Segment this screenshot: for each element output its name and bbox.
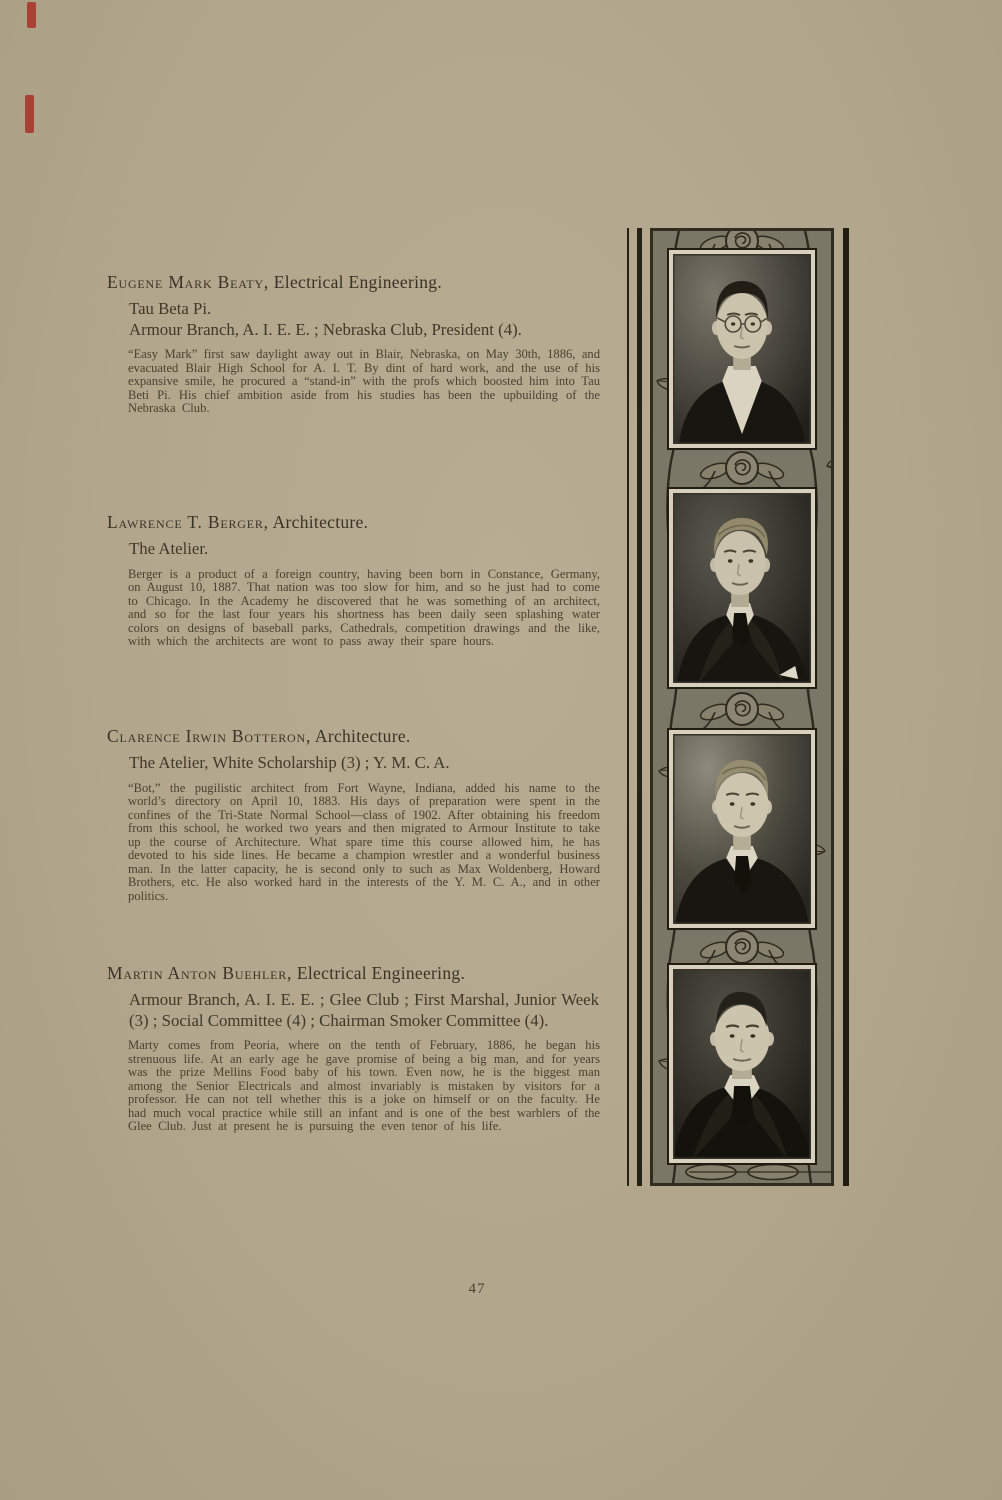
student-name: Martin Anton Buehler, — [107, 963, 293, 983]
strip-rule-thick — [637, 228, 642, 1186]
student-major: Architecture. — [314, 726, 411, 746]
student-entry-botteron — [107, 726, 604, 903]
entry-honors — [129, 990, 599, 1031]
strip-rule-right — [843, 228, 849, 1186]
entry-heading — [107, 963, 604, 984]
student-entry-berger — [107, 512, 604, 649]
student-major: Electrical Engineering. — [296, 963, 466, 983]
entry-honors — [129, 753, 599, 774]
bio-paragraph: Berger is a product of a foreign country, having been born in Constance, Germany, on August 10, 1887. That nation was too slow for him, and so he just had to come to Chicago. In the Academy he discovered that he was something of an architect, and so for the last four years his shortness has been daily seen splashing water colors on designs of baseball parks, Cathedrals, competition drawings and the like, with which the architects are wont to pass away their spare hours. — [128, 566, 600, 648]
portrait-man-darkhair-icon — [673, 969, 811, 1159]
honor-line: The Atelier. — [129, 539, 209, 558]
student-entry-buehler — [107, 963, 604, 1134]
strip-rule-thin — [627, 228, 629, 1186]
student-name: Eugene Mark Beaty, — [107, 272, 270, 292]
bio-paragraph: “Easy Mark” first saw daylight away out in Blair, Nebraska, on May 30th, 1886, and evacuated Blair High School for A. I. T. By dint of hard work, and the use of his expansive smile, he procured a “stand-in” with the profs which boosted him into Tau Beti Pi. His chief ambition aside from his studies has been the upbuilding of the Nebraska Club. — [128, 347, 600, 415]
page-number: 47 — [468, 1281, 486, 1297]
student-name: Lawrence T. Berger, — [107, 512, 269, 532]
portrait-photo-1 — [667, 248, 817, 450]
entry-honors — [129, 539, 599, 560]
entry-heading — [107, 272, 604, 293]
portrait-man-lighthair-icon — [673, 493, 811, 683]
student-major: Electrical Engineering. — [273, 272, 443, 292]
student-entry-beaty — [107, 272, 604, 416]
honor-line: Tau Beta Pi. — [129, 299, 212, 318]
student-major: Architecture. — [272, 512, 369, 532]
photo-strip — [625, 228, 850, 1186]
red-edge-mark — [27, 2, 36, 28]
red-edge-mark — [25, 95, 34, 133]
entry-heading — [107, 726, 604, 747]
honor-line: Armour Branch, A. I. E. E. ; Glee Club ; First Marshal, Junior Week (3) ; Social Committee (4) ; Chairman Smoker Committee (4). — [129, 990, 599, 1030]
entry-heading — [107, 512, 604, 533]
honor-line: The Atelier, White Scholarship (3) ; Y. M. C. A. — [129, 753, 450, 772]
portrait-photo-4 — [667, 963, 817, 1165]
bio-paragraph: “Bot,” the pugilistic architect from Fort Wayne, Indiana, added his name to the world’s directory on April 10, 1883. His days of preparation were spent in the confines of the Tri-State Normal School—class of 1902. After obtaining his freedom from this school, he worked two years and then migrated to Armour Institute to take up the course of Architecture. What spare time this course allowed him, he has devoted to his side lines. He became a champion wrestler and a wonderful business man. In the latter capacity, he is second only to such as Max Woldenberg, Howard Brothers, etc. He also worked hard in the interests of the Y. M. C. A., and in other politics. — [128, 780, 600, 903]
bio-paragraph: Marty comes from Peoria, where on the tenth of February, 1886, he began his strenuous life. At an early age he gave promise of being a big man, and for years was the prize Mellins Food baby of his town. Even now, he is the biggest man among the Senior Electricals and almost invariably is mistaken by visitors for a professor. He can not tell whether this is a joke on himself or on the faculty. He had much vocal practice while still an infant and is one of the best warblers of the Glee Club. Just at present he is pursuing the even tenor of his life. — [128, 1038, 600, 1133]
portrait-man-roundface-icon — [673, 734, 811, 924]
entry-honors — [129, 299, 599, 340]
student-name: Clarence Irwin Botteron, — [107, 726, 312, 746]
portrait-photo-2 — [667, 487, 817, 689]
portrait-man-glasses-icon — [673, 254, 811, 444]
portrait-photo-3 — [667, 728, 817, 930]
honor-line: Armour Branch, A. I. E. E. ; Nebraska Club, President (4). — [129, 319, 522, 339]
